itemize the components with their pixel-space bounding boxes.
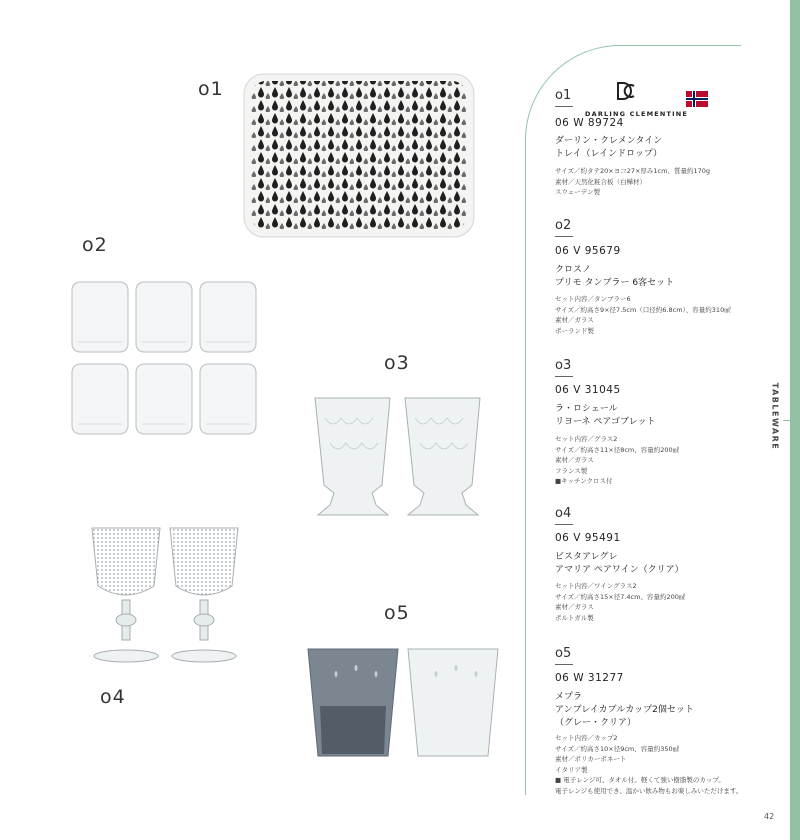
- product-4-details: セット内容／ワイングラス2 サイズ／約高さ15×径7.4cm、容量約200㎖ 素材／ガラス ポルトガル製: [555, 582, 686, 622]
- product-1-name-line-2: トレイ（レインドロップ）: [555, 149, 663, 159]
- product-1-name-line-1: ダーリン・クレメンタイン: [555, 136, 663, 146]
- product-5-name-line-1: メプラ: [555, 692, 583, 702]
- product-5-number: o5: [555, 646, 572, 661]
- image-label-3: o3: [384, 352, 410, 374]
- product-2-name: [555, 264, 674, 290]
- product-2-details: セット内容／タンブラー6 サイズ／約高さ9×径7.5cm（口径約6.8cm）、容量約310㎖ 素材／ガラス ポーランド製: [555, 295, 731, 335]
- product-4-number: o4: [555, 506, 572, 521]
- brand-name: DARLING CLEMENTINE: [585, 110, 689, 118]
- product-2-number: o2: [555, 218, 572, 233]
- section-label: TABLEWARE: [770, 382, 780, 451]
- product-3-rule: [555, 376, 573, 377]
- product-2-code: 06 V 95679: [555, 245, 621, 257]
- wine-glass-pair-image: [88, 524, 243, 666]
- product-1-name: [555, 135, 662, 161]
- raindrop-tray-image: [243, 73, 475, 238]
- product-4-name: [555, 551, 684, 577]
- page-number: 42: [764, 812, 775, 821]
- product-4-name-line-2: アマリア ペアワイン（クリア）: [555, 565, 684, 575]
- image-label-5: o5: [384, 602, 410, 624]
- product-3-name: [555, 403, 656, 429]
- product-2-name-line-2: プリモ タンブラー 6客セット: [555, 278, 675, 288]
- product-3-number: o3: [555, 358, 572, 373]
- product-5-name-line-2: アンブレイカブルカップ2個セット: [555, 705, 694, 715]
- tumbler-set-image: [68, 278, 260, 438]
- section-tab-line: [783, 420, 800, 421]
- image-label-1: o1: [198, 78, 224, 100]
- product-5-details: セット内容／カップ2 サイズ／約高さ10×径9cm、容量約350㎖ 素材／ポリカーボネート イタリア製 ■ 電子レンジ可、タオル付。軽くて強い樹脂製のカップ。 電子レンジも使用でき、温かい飲み物もお楽しみいただけます。: [555, 734, 743, 795]
- product-4-code: 06 V 95491: [555, 532, 621, 544]
- product-2-rule: [555, 236, 573, 237]
- darling-clementine-logo: [614, 80, 636, 102]
- norway-flag-icon: [685, 91, 709, 107]
- product-1-rule: [555, 106, 573, 107]
- product-3-name-line-1: ラ・ロシェール: [555, 404, 618, 414]
- cup-pair-image: [306, 646, 500, 761]
- image-label-4: o4: [100, 686, 126, 708]
- product-1-details: サイズ／約タテ20×ヨコ27×厚み1cm、質量約170g 素材／天然化粧合板（白樺材） スウェーデン製: [555, 167, 710, 196]
- product-5-code: 06 W 31277: [555, 672, 624, 684]
- product-5-name: [555, 691, 694, 730]
- product-3-code: 06 V 31045: [555, 384, 621, 396]
- goblet-pair-image: [310, 393, 495, 521]
- product-4-name-line-1: ビスタアレグレ: [555, 552, 618, 562]
- product-1-number: o1: [555, 88, 572, 103]
- image-label-2: o2: [82, 234, 108, 256]
- product-3-name-line-2: リヨーネ ペアゴブレット: [555, 417, 656, 427]
- product-1-code: 06 W 89724: [555, 117, 624, 129]
- product-5-name-line-3: （グレー・クリア）: [555, 718, 637, 728]
- column-divider-line: [525, 150, 526, 795]
- product-5-rule: [555, 664, 573, 665]
- product-2-name-line-1: クロスノ: [555, 265, 592, 275]
- product-3-details: セット内容／グラス2 サイズ／約高さ11×径8cm、容量約200㎖ 素材／ガラス フランス製 ■キッチンクロス付: [555, 435, 680, 485]
- product-4-rule: [555, 524, 573, 525]
